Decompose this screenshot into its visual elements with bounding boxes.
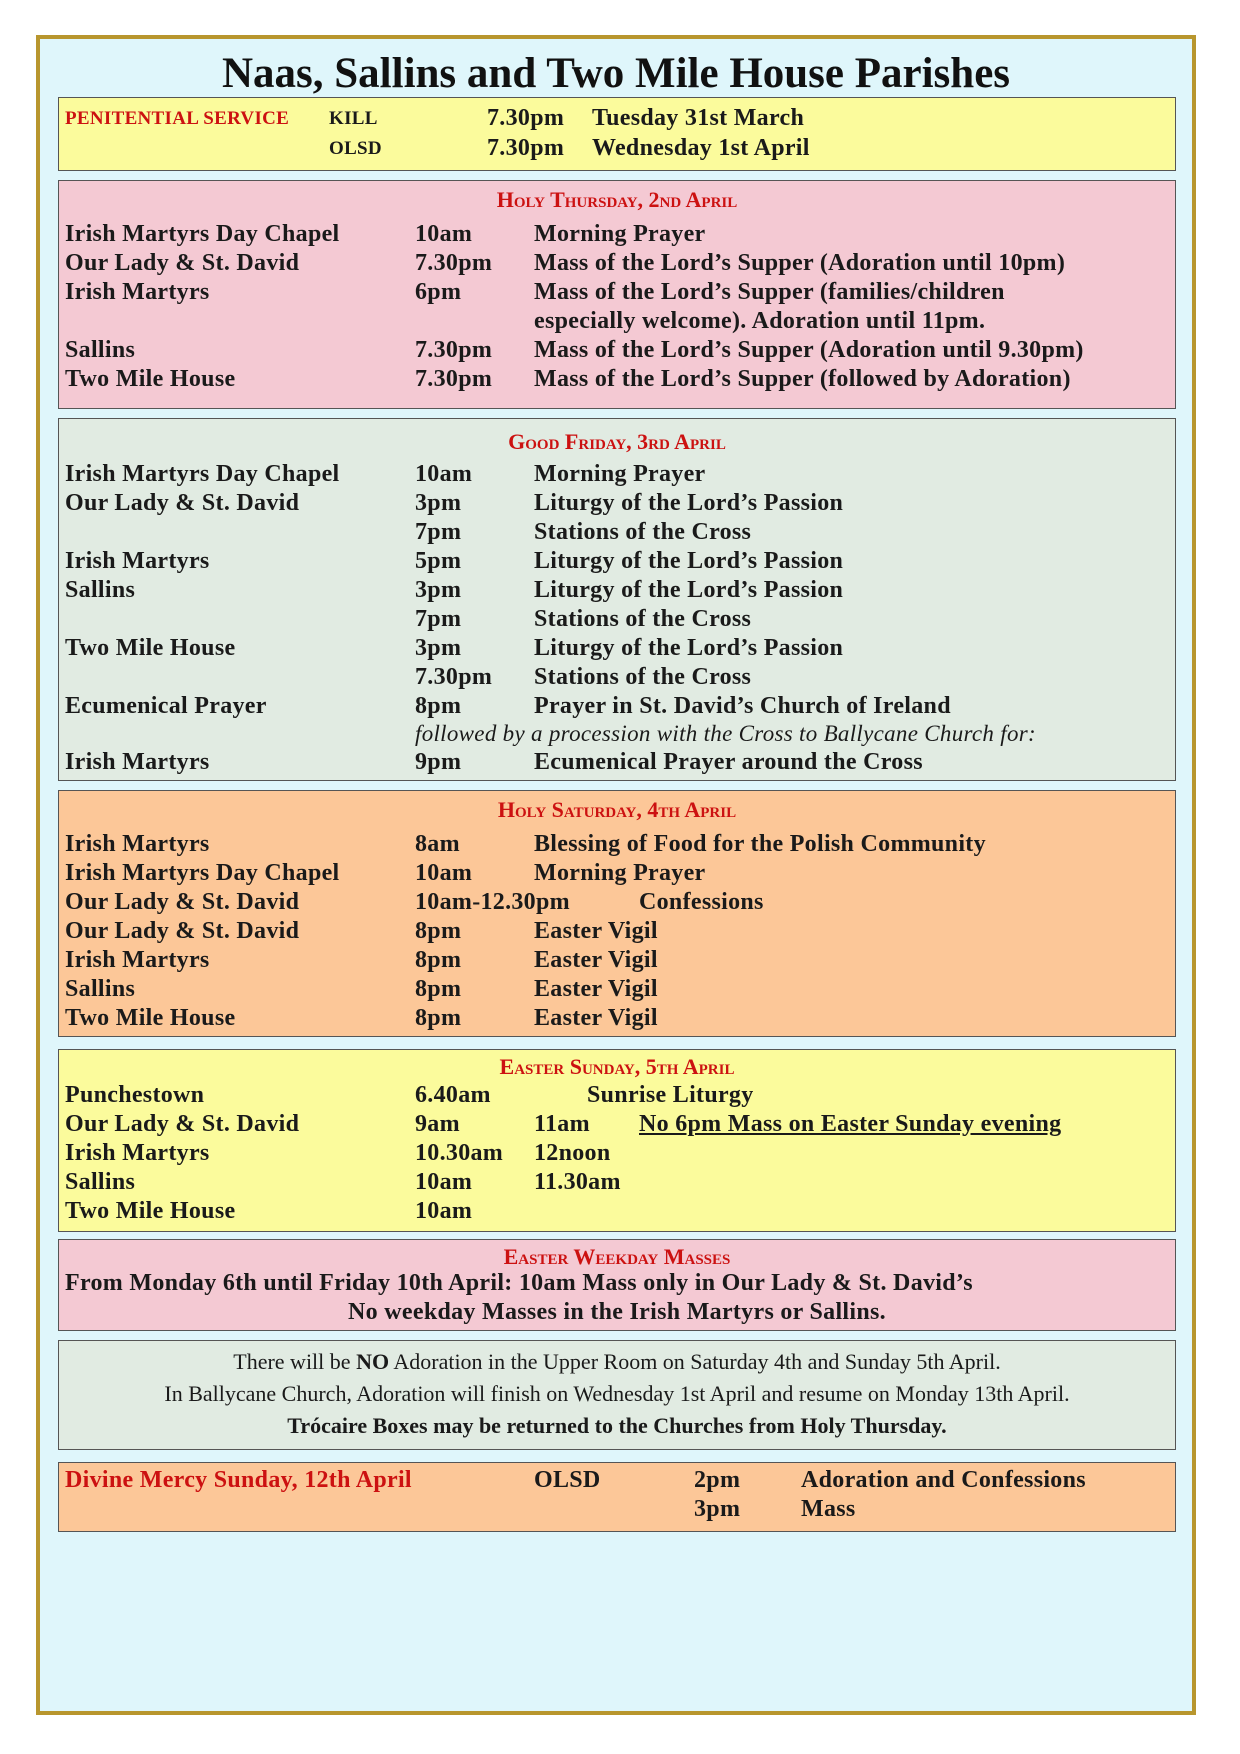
schedule-row [59,1082,1175,1114]
time: 10am [415,1198,473,1224]
time: 2pm [694,1467,741,1493]
event: Morning Prayer [534,461,706,487]
time: 12noon [534,1140,611,1166]
place: Irish Martyrs [65,279,210,305]
time: 9pm [415,749,462,775]
penitential-date: Wednesday 1st April [592,135,810,161]
divine-mercy-box [58,1462,1176,1532]
schedule-row [59,366,1175,398]
schedule-row [59,606,1175,638]
time: 3pm [694,1496,741,1522]
time: 3pm [415,635,462,661]
event: Mass of the Lord’s Supper (families/children [534,279,1005,305]
time: 7pm [415,606,462,632]
time: 11am [534,1111,590,1137]
penitential-service-box [58,97,1176,171]
notice-line-2: In Ballycane Church, Adoration will finish on Wednesday 1st April and resume on Monday 13th April. [164,1381,1070,1406]
place: Two Mile House [65,366,236,392]
time: 10am [415,461,473,487]
event: Sunrise Liturgy [587,1082,754,1108]
penitential-place: KILL [329,108,378,129]
schedule-row [59,635,1175,667]
time: 5pm [415,548,462,574]
event: Mass of the Lord’s Supper (Adoration until 9.30pm) [534,337,1084,363]
event: Mass of the Lord’s Supper (Adoration until 10pm) [534,250,1066,276]
event: Morning Prayer [534,860,706,886]
schedule-row [59,250,1175,282]
schedule-row [59,976,1175,1008]
weekday-line [59,1270,1175,1302]
holy-saturday-box [58,790,1176,1037]
event: Liturgy of the Lord’s Passion [534,635,844,661]
time: 10am [415,860,473,886]
notice-line-1 [59,1349,1175,1375]
place: Irish Martyrs Day Chapel [65,221,340,247]
schedule-row [59,577,1175,609]
easter-sunday-box [58,1049,1176,1232]
event: Stations of the Cross [534,519,752,545]
place: Two Mile House [65,1005,236,1031]
schedule-row [59,831,1175,863]
schedule-row [59,221,1175,253]
place: Irish Martyrs Day Chapel [65,860,340,886]
place: Irish Martyrs Day Chapel [65,461,340,487]
time: 10am-12.30pm [415,889,570,915]
schedule-row [59,1111,1175,1143]
page-title: Naas, Sallins and Two Mile House Parishes [221,50,1011,97]
schedule-row [59,548,1175,580]
event: Morning Prayer [534,221,706,247]
event: Liturgy of the Lord’s Passion [534,490,844,516]
schedule-row [59,490,1175,522]
holy-saturday-heading: Holy Saturday, 4th April [497,797,737,822]
place: Two Mile House [65,635,236,661]
place: Irish Martyrs [65,947,210,973]
place: Irish Martyrs [65,831,210,857]
schedule-row [59,889,1175,921]
place: Our Lady & St. David [65,1111,300,1137]
weekday-line-1: From Monday 6th until Friday 10th April: 10am Mass only in Our Lady & St. David’s [65,1270,973,1296]
notices-box [58,1340,1176,1450]
event: Liturgy of the Lord’s Passion [534,548,844,574]
penitential-row [59,105,1175,137]
easter-weekday-heading: Easter Weekday Masses [503,1244,731,1269]
divine-mercy-row [59,1496,1175,1528]
penitential-place: OLSD [329,138,382,159]
place: Sallins [65,577,136,603]
schedule-row [59,337,1175,369]
time: 8pm [415,1005,462,1031]
schedule-row [59,308,1175,340]
schedule-row [59,749,1175,781]
event: Liturgy of the Lord’s Passion [534,577,844,603]
place: Two Mile House [65,1198,236,1224]
place: Irish Martyrs [65,749,210,775]
time: 9am [415,1111,460,1137]
time: 8pm [415,947,462,973]
schedule-row [59,519,1175,551]
time: 8am [415,831,460,857]
divine-mercy-label: Divine Mercy Sunday, 12th April [65,1467,412,1493]
time: 7.30pm [415,250,493,276]
easter-sunday-heading: Easter Sunday, 5th April [499,1054,735,1079]
weekday-line [59,1299,1175,1331]
event: Stations of the Cross [534,664,752,690]
good-friday-heading: Good Friday, 3rd April [508,429,726,454]
time: 3pm [415,490,462,516]
event: Mass of the Lord’s Supper (followed by Adoration) [534,366,1071,392]
penitential-time: 7.30pm [487,135,565,161]
place: Sallins [65,1169,136,1195]
schedule-row [59,918,1175,950]
event: Adoration and Confessions [801,1467,1086,1493]
event: Prayer in St. David’s Church of Ireland [534,693,951,719]
place: Ecumenical Prayer [65,693,267,719]
event: Ecumenical Prayer around the Cross [534,749,923,775]
notice-emphasis: NO [356,1349,390,1374]
time: 7.30pm [415,337,493,363]
event: Confessions [639,889,764,915]
holy-thursday-box [58,180,1176,409]
event: Mass [801,1496,856,1522]
time: 10.30am [415,1140,504,1166]
divine-mercy-row [59,1467,1175,1499]
place: Sallins [65,337,136,363]
easter-weekday-box [58,1239,1176,1331]
time: 11.30am [534,1169,621,1195]
time: 7pm [415,519,462,545]
event: Easter Vigil [534,976,658,1002]
holy-thursday-heading: Holy Thursday, 2nd April [496,187,738,212]
schedule-row [59,1198,1175,1230]
time: 7.30pm [415,664,493,690]
event: Blessing of Food for the Polish Community [534,831,986,857]
time: 6.40am [415,1082,491,1108]
event: Easter Vigil [534,947,658,973]
no-evening-mass-note: No 6pm Mass on Easter Sunday evening [639,1111,1062,1137]
penitential-date: Tuesday 31st March [592,105,805,131]
schedule-row [59,947,1175,979]
schedule-row [59,1005,1175,1037]
place: Our Lady & St. David [65,918,300,944]
penitential-row [59,135,1175,167]
schedule-row [59,279,1175,311]
time: 7.30pm [415,366,493,392]
notice-text: There will be [233,1349,357,1374]
time: 10am [415,1169,473,1195]
place: Our Lady & St. David [65,250,300,276]
time: 8pm [415,976,462,1002]
procession-note: followed by a procession with the Cross to Ballycane Church for: [415,721,1036,746]
place: Sallins [65,976,136,1002]
event: Easter Vigil [534,918,658,944]
page-frame [36,35,1196,1715]
weekday-line-2: No weekday Masses in the Irish Martyrs or Sallins. [348,1299,886,1325]
time: 6pm [415,279,462,305]
time: 3pm [415,577,462,603]
schedule-row [59,1140,1175,1172]
schedule-row [59,1169,1175,1201]
time: 10am [415,221,473,247]
place: Irish Martyrs [65,1140,210,1166]
penitential-time: 7.30pm [487,105,565,131]
schedule-row [59,860,1175,892]
place: Our Lady & St. David [65,490,300,516]
place: Our Lady & St. David [65,889,300,915]
event: Stations of the Cross [534,606,752,632]
schedule-row [59,461,1175,493]
time: 8pm [415,918,462,944]
place: Punchestown [65,1082,205,1108]
time: 8pm [415,693,462,719]
notice-line-3: Trócaire Boxes may be returned to the Churches from Holy Thursday. [287,1413,947,1438]
event: Easter Vigil [534,1005,658,1031]
penitential-label: PENITENTIAL SERVICE [65,108,290,129]
good-friday-box [58,418,1176,781]
notice-text: Adoration in the Upper Room on Saturday 4th and Sunday 5th April. [389,1349,1001,1374]
place: OLSD [534,1467,601,1493]
event: especially welcome). Adoration until 11pm. [534,308,986,334]
schedule-row [59,664,1175,696]
place: Irish Martyrs [65,548,210,574]
